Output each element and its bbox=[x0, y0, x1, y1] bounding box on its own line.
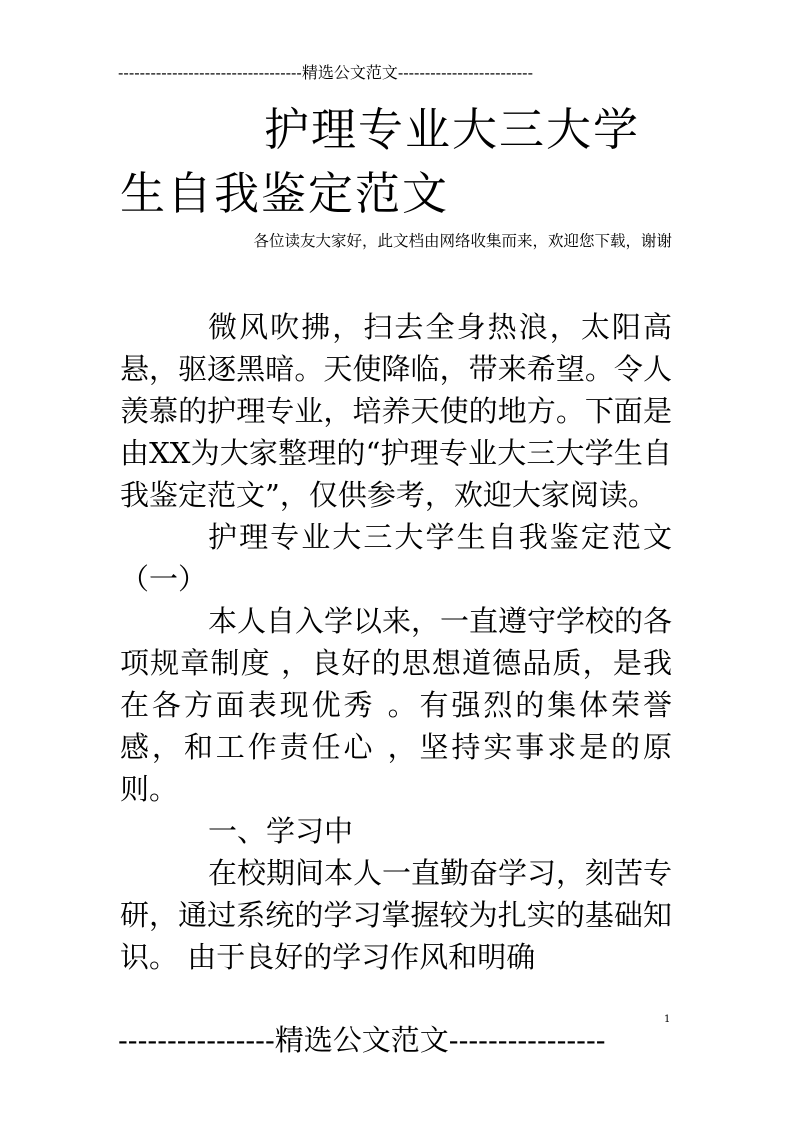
paragraph-intro: 微风吹拂，扫去全身热浪，太阳高悬，驱逐黑暗。天使降临，带来希望。令人羡慕的护理专业，培养天使的地方。下面是由XX为大家整理的“护理专业大三大学生自我鉴定范文”，仅供参考，欢迎大家阅读。 bbox=[120, 310, 672, 512]
document-title bbox=[120, 98, 676, 226]
title-line-1 bbox=[120, 98, 676, 162]
paragraph-study: 在校期间本人一直勤奋学习，刻苦专研，通过系统的学习掌握较为扎实的基础知识。 由于良好的学习作风和明确 bbox=[120, 856, 673, 974]
page-number: 1 bbox=[664, 1014, 671, 1025]
page-header: ----------------------------------精选公文范文------------------------- bbox=[118, 63, 533, 82]
document-body bbox=[120, 306, 672, 978]
title-line-2: 生自我鉴定范文 bbox=[120, 167, 450, 220]
title-line-1-text: 护理专业大三大学 bbox=[264, 103, 641, 156]
document-subtitle: 各位读友大家好，此文档由网络收集而来，欢迎您下载，谢谢 bbox=[253, 232, 672, 250]
paragraph-self-assessment: 本人自入学以来，一直遵守学校的各项规章制度 ，良好的思想道德品质，是我在各方面表现优秀 。有强烈的集体荣誉感，和工作责任心 ，坚持实事求是的原则。 bbox=[120, 604, 673, 806]
subsection-heading-study: 一、学习中 bbox=[208, 814, 354, 848]
section-heading: 护理专业大三大学生自我鉴定范文（一） bbox=[120, 520, 672, 596]
page-footer: ----------------精选公文范文---------------- bbox=[118, 1023, 606, 1057]
